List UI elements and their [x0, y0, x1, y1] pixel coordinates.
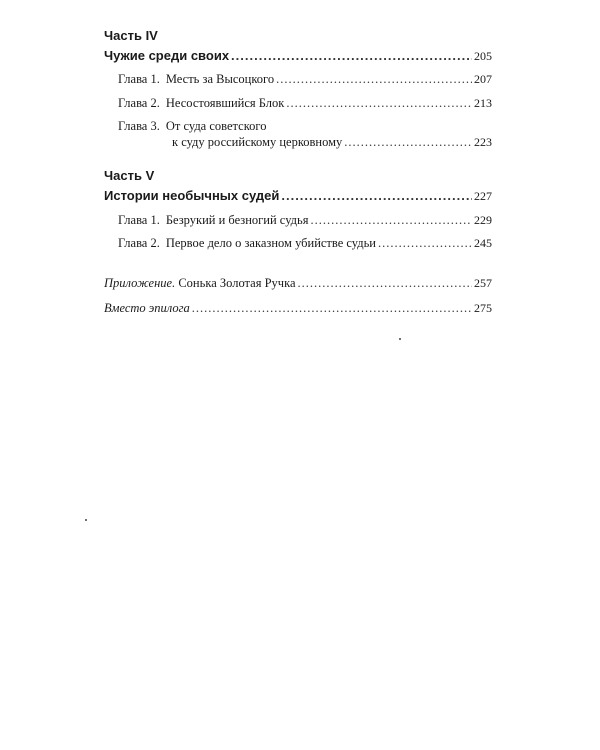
- chapter-page: 229: [474, 213, 492, 227]
- chapter-page: 245: [474, 236, 492, 250]
- chapter-number: Глава 2.: [118, 236, 160, 250]
- dot-leader: [298, 275, 472, 291]
- part-4-page: 205: [474, 49, 492, 63]
- part-5-page: 227: [474, 189, 492, 203]
- appendix-title: Сонька Золотая Ручка: [178, 276, 296, 290]
- part-4-title: Чужие среди своих: [104, 48, 230, 63]
- dot-leader: [231, 48, 472, 64]
- appendix-page: 257: [474, 276, 492, 290]
- chapter-number: Глава 1.: [118, 213, 160, 227]
- appendix-label: Приложение.: [104, 276, 176, 290]
- chapter-page: 223: [474, 135, 492, 149]
- epilogue-page: 275: [474, 301, 492, 315]
- chapter-title: Безрукий и безногий судья: [165, 213, 309, 227]
- part-5-label: Часть V: [104, 168, 155, 183]
- chapter-number: Глава 1.: [118, 72, 160, 86]
- dot-leader: [310, 212, 472, 228]
- chapter-page: 207: [474, 72, 492, 86]
- part-4-entry[interactable]: [104, 48, 492, 64]
- chapter-entry[interactable]: [118, 235, 492, 251]
- chapter-entry[interactable]: [118, 71, 492, 87]
- appendix-entry[interactable]: [104, 275, 492, 291]
- chapter-title: Первое дело о заказном убийстве судьи: [165, 236, 376, 250]
- dot-leader: [378, 235, 472, 251]
- chapter-number: Глава 3.: [118, 119, 160, 133]
- dot-leader: [281, 188, 472, 204]
- chapter-entry-second-line[interactable]: [172, 134, 492, 150]
- part-4-label: Часть IV: [104, 28, 158, 43]
- chapter-entry[interactable]: [118, 95, 492, 111]
- epilogue-entry[interactable]: [104, 300, 492, 316]
- chapter-title-line-2: к суду российскому церковному: [172, 135, 343, 149]
- chapter-entry[interactable]: [118, 212, 492, 228]
- epilogue-label: Вместо эпилога: [104, 301, 190, 315]
- part-5-title: Истории необычных судей: [104, 188, 280, 203]
- chapter-title: Месть за Высоцкого: [165, 72, 275, 86]
- chapter-title-line-1: От суда советского: [165, 119, 267, 133]
- print-speck: [85, 519, 87, 521]
- dot-leader: [286, 95, 472, 111]
- chapter-title: Несостоявшийся Блок: [165, 96, 285, 110]
- dot-leader: [192, 300, 472, 316]
- part-5-entry[interactable]: [104, 188, 492, 204]
- print-speck: [399, 338, 401, 340]
- dot-leader: [344, 134, 472, 150]
- dot-leader: [276, 71, 472, 87]
- chapter-number: Глава 2.: [118, 96, 160, 110]
- chapter-entry-first-line[interactable]: [118, 118, 266, 134]
- chapter-page: 213: [474, 96, 492, 110]
